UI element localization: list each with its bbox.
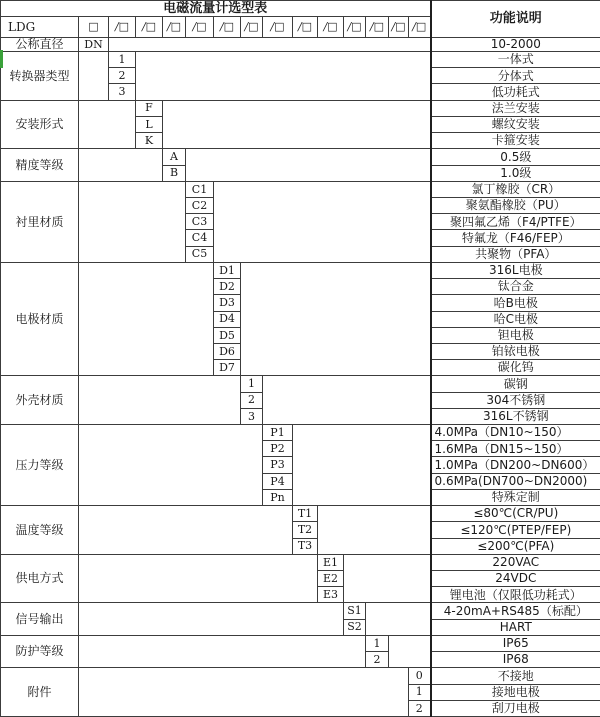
table-row xyxy=(1,181,600,197)
desc-cell: ≤120℃(PTEP/FEP) xyxy=(431,522,600,538)
desc-cell: 接地电极 xyxy=(431,684,600,700)
desc-cell: 钛合金 xyxy=(431,279,600,295)
left-spacer xyxy=(79,425,263,506)
desc-cell: IP68 xyxy=(431,652,600,668)
desc-cell: 1.0级 xyxy=(431,165,600,181)
desc-cell: 4-20mA+RS485（标配） xyxy=(431,603,600,619)
right-spacer xyxy=(241,262,431,376)
model-slot-box: /□ xyxy=(344,17,366,38)
model-slot-box: /□ xyxy=(163,17,186,38)
section-label: 精度等级 xyxy=(1,149,79,181)
section-label: 衬里材质 xyxy=(1,181,79,262)
desc-cell: 1.0MPa（DN200~DN600） xyxy=(431,457,600,473)
right-spacer xyxy=(366,603,431,635)
code-cell: C2 xyxy=(186,197,214,213)
code-cell: D7 xyxy=(214,360,241,376)
table-row xyxy=(1,554,600,570)
desc-cell: 特氟龙（F46/FEP） xyxy=(431,230,600,246)
model-slot-box: /□ xyxy=(293,17,318,38)
code-cell: T3 xyxy=(293,538,318,554)
desc-cell: 卡箍安装 xyxy=(431,133,600,149)
code-cell: 1 xyxy=(409,684,431,700)
code-cell: T1 xyxy=(293,506,318,522)
desc-cell: 低功耗式 xyxy=(431,84,600,100)
code-cell: Pn xyxy=(263,489,293,505)
model-slot-box: /□ xyxy=(409,17,431,38)
code-cell: P1 xyxy=(263,425,293,441)
left-spacer xyxy=(79,181,186,262)
desc-cell: 聚氨酯橡胶（PU） xyxy=(431,197,600,213)
left-spacer xyxy=(79,668,409,717)
section-label: 转换器类型 xyxy=(1,52,79,101)
left-spacer xyxy=(79,603,344,635)
model-slot-box: /□ xyxy=(318,17,344,38)
function-column-header: 功能说明 xyxy=(431,1,600,38)
code-cell: S1 xyxy=(344,603,366,619)
code-cell: 0 xyxy=(409,668,431,684)
page-title: 电磁流量计选型表 xyxy=(1,1,431,17)
code-cell: E3 xyxy=(318,587,344,603)
desc-cell: 刮刀电极 xyxy=(431,700,600,716)
section-label: 安装形式 xyxy=(1,100,79,149)
code-cell: 1 xyxy=(109,52,136,68)
left-spacer xyxy=(79,149,163,181)
desc-cell: 特殊定制 xyxy=(431,489,600,505)
right-spacer xyxy=(263,376,431,425)
left-spacer xyxy=(79,376,241,425)
desc-cell: 一体式 xyxy=(431,52,600,68)
desc-cell: 碳化钨 xyxy=(431,360,600,376)
right-spacer xyxy=(186,149,431,181)
table-row xyxy=(1,38,600,52)
code-cell: C3 xyxy=(186,214,214,230)
right-spacer xyxy=(163,100,431,149)
code-cell: D4 xyxy=(214,311,241,327)
desc-cell: 共聚物（PFA） xyxy=(431,246,600,262)
model-slot-box: /□ xyxy=(214,17,241,38)
desc-cell: 316L电极 xyxy=(431,262,600,278)
code-cell: D2 xyxy=(214,279,241,295)
desc-cell: 316L不锈钢 xyxy=(431,408,600,424)
table-row xyxy=(1,603,600,619)
code-cell: 3 xyxy=(109,84,136,100)
table-row xyxy=(1,635,600,651)
code-cell: E2 xyxy=(318,571,344,587)
desc-cell: 哈B电极 xyxy=(431,295,600,311)
model-prefix: LDG xyxy=(1,17,79,38)
section-label: 防护等级 xyxy=(1,635,79,667)
desc-cell: 24VDC xyxy=(431,571,600,587)
desc-cell: 220VAC xyxy=(431,554,600,570)
desc-cell: 氯丁橡胶（CR） xyxy=(431,181,600,197)
desc-cell: 1.6MPa（DN15~150） xyxy=(431,441,600,457)
desc-cell: 聚四氟乙烯（F4/PTFE） xyxy=(431,214,600,230)
code-cell: C5 xyxy=(186,246,214,262)
table-row xyxy=(1,262,600,278)
left-spacer xyxy=(79,52,109,101)
desc-cell: 4.0MPa（DN10~150） xyxy=(431,425,600,441)
code-cell: B xyxy=(163,165,186,181)
code-cell: P3 xyxy=(263,457,293,473)
section-label: 信号输出 xyxy=(1,603,79,635)
code-cell: P2 xyxy=(263,441,293,457)
section-label: 公称直径 xyxy=(1,38,79,52)
section-label: 供电方式 xyxy=(1,554,79,603)
code-cell: T2 xyxy=(293,522,318,538)
right-spacer xyxy=(389,635,431,667)
right-spacer xyxy=(136,52,431,101)
code-cell: A xyxy=(163,149,186,165)
right-spacer xyxy=(109,38,431,52)
left-spacer xyxy=(79,262,214,376)
model-slot-box: □ xyxy=(79,17,109,38)
code-cell: 1 xyxy=(366,635,389,651)
table-row xyxy=(1,149,600,165)
code-cell: 2 xyxy=(109,68,136,84)
right-spacer xyxy=(214,181,431,262)
code-cell: 2 xyxy=(409,700,431,716)
section-label: 外壳材质 xyxy=(1,376,79,425)
model-slot-box: /□ xyxy=(109,17,136,38)
desc-cell: 法兰安装 xyxy=(431,100,600,116)
code-cell: DN xyxy=(79,38,109,52)
table-row xyxy=(1,668,600,684)
table-row xyxy=(1,506,600,522)
left-spacer xyxy=(79,554,318,603)
section-label: 附件 xyxy=(1,668,79,717)
code-cell: S2 xyxy=(344,619,366,635)
desc-cell: 哈C电极 xyxy=(431,311,600,327)
left-edge-artifact xyxy=(0,50,3,68)
left-spacer xyxy=(79,506,293,555)
desc-cell: 不接地 xyxy=(431,668,600,684)
table-row xyxy=(1,100,600,116)
right-spacer xyxy=(318,506,431,555)
code-cell: 2 xyxy=(366,652,389,668)
title-row xyxy=(1,1,600,17)
code-cell: C1 xyxy=(186,181,214,197)
model-slot-box: /□ xyxy=(241,17,263,38)
code-cell: P4 xyxy=(263,473,293,489)
code-cell: D3 xyxy=(214,295,241,311)
code-cell: D6 xyxy=(214,343,241,359)
left-spacer xyxy=(79,100,136,149)
code-cell: D5 xyxy=(214,327,241,343)
desc-cell: HART xyxy=(431,619,600,635)
desc-cell: IP65 xyxy=(431,635,600,651)
desc-cell: 碳钢 xyxy=(431,376,600,392)
code-cell: E1 xyxy=(318,554,344,570)
desc-cell: 10-2000 xyxy=(431,38,600,52)
code-cell: L xyxy=(136,116,163,132)
code-cell: K xyxy=(136,133,163,149)
code-cell: C4 xyxy=(186,230,214,246)
code-cell: 1 xyxy=(241,376,263,392)
model-slot-box: /□ xyxy=(366,17,389,38)
desc-cell: 0.5级 xyxy=(431,149,600,165)
desc-cell: ≤80℃(CR/PU) xyxy=(431,506,600,522)
desc-cell: 锂电池（仅限低功耗式） xyxy=(431,587,600,603)
code-cell: D1 xyxy=(214,262,241,278)
desc-cell: ≤200℃(PFA) xyxy=(431,538,600,554)
section-label: 压力等级 xyxy=(1,425,79,506)
model-slot-box: /□ xyxy=(186,17,214,38)
section-label: 温度等级 xyxy=(1,506,79,555)
desc-cell: 钽电极 xyxy=(431,327,600,343)
left-spacer xyxy=(79,635,366,667)
desc-cell: 304不锈钢 xyxy=(431,392,600,408)
table-row xyxy=(1,425,600,441)
table-row xyxy=(1,376,600,392)
model-slot-box: /□ xyxy=(136,17,163,38)
right-spacer xyxy=(293,425,431,506)
code-cell: F xyxy=(136,100,163,116)
right-spacer xyxy=(344,554,431,603)
desc-cell: 铂铱电极 xyxy=(431,343,600,359)
code-cell: 3 xyxy=(241,408,263,424)
desc-cell: 螺纹安装 xyxy=(431,116,600,132)
desc-cell: 分体式 xyxy=(431,68,600,84)
model-slot-box: /□ xyxy=(263,17,293,38)
model-slot-box: /□ xyxy=(389,17,409,38)
code-cell: 2 xyxy=(241,392,263,408)
section-label: 电极材质 xyxy=(1,262,79,376)
table-row xyxy=(1,52,600,68)
desc-cell: 0.6MPa(DN700~DN2000) xyxy=(431,473,600,489)
